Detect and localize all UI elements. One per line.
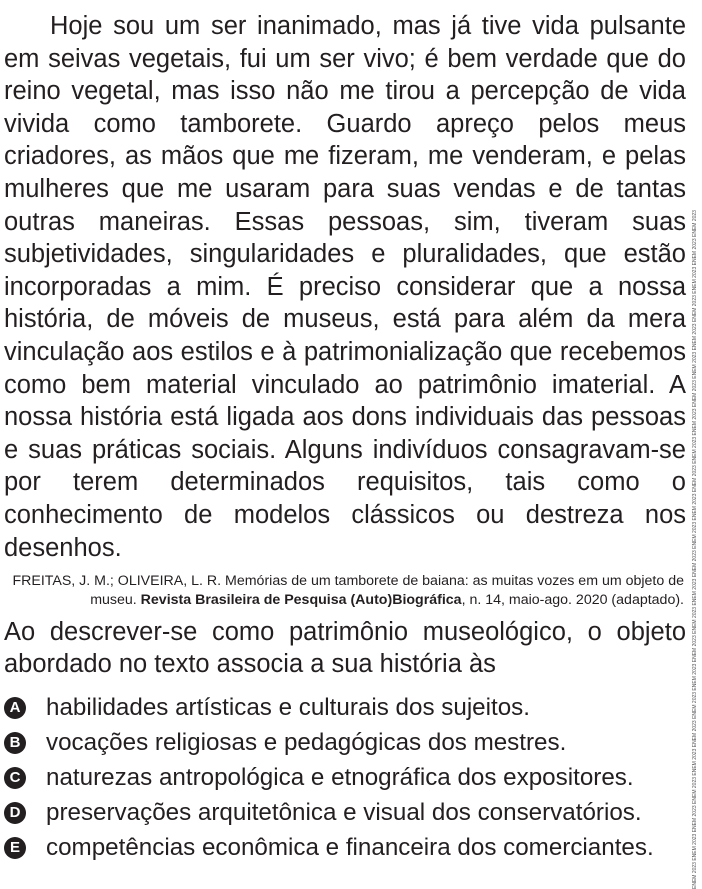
option-letter-a: A (4, 697, 26, 719)
citation-authors-title: FREITAS, J. M.; OLIVEIRA, L. R. Memórias de um tamborete de baiana: as muitas vozes em um objeto de museu. (12, 573, 684, 609)
option-b[interactable] (0, 725, 686, 760)
option-a[interactable] (0, 690, 686, 725)
citation-journal: Revista Brasileira de Pesquisa (Auto)Biográfica (140, 592, 462, 609)
option-text-e: competências econômica e financeira dos comerciantes. (46, 833, 654, 861)
option-text-d: preservações arquitetônica e visual dos conservatórios. (46, 798, 642, 826)
option-e[interactable] (0, 830, 686, 865)
question-stem: Ao descrever-se como patrimônio museológico, o objeto abordado no texto associa a sua história às (4, 618, 686, 679)
option-text-b: vocações religiosas e pedagógicas dos mestres. (46, 728, 567, 756)
watermark-text: ENEM 2023 ENEM 2023 ENEM 2023 ENEM 2023 ENEM 2023 ENEM 2023 ENEM 2023 ENEM 2023 ENEM 2023 ENEM 2023 ENEM 2023 ENEM 2023 ENEM 2023 ENEM 2023 ENEM 2023 ENEM 2023 ENEM 2023 ENEM 2023 ENEM 2023 ENEM 2023 ENEM 2023 ENEM 2023 ENEM 2023 ENEM 2023 (692, 210, 698, 889)
passage-text: Hoje sou um ser inanimado, mas já tive vida pulsante em seivas vegetais, fui um ser vivo; é bem verdade que do reino vegetal, mas isso não me tirou a percepção de vida vivida como tamborete. Guardo apreço pelos meus criadores, as mãos que me fizeram, me venderam, e pelas mulheres que me usaram para suas vendas e de tantas outras maneiras. Essas pessoas, sim, tiveram suas subjetividades, singularidades e pluralidades, que estão incorporadas a mim. É preciso considerar que a nossa história, de móveis de museus, está para além da mera vinculação aos estilos e à patrimonialização que recebemos como bem material vinculado ao patrimônio imaterial. A nossa história está ligada aos dons individuais das pessoas e suas práticas sociais. Alguns indivíduos consagravam-se por terem determinados requisitos, tais como o conhecimento de modelos clássicos ou destreza nos desenhos. (4, 12, 686, 562)
answer-options (0, 690, 686, 865)
option-letter-c: C (4, 767, 26, 789)
option-letter-b: B (4, 732, 26, 754)
option-text-a: habilidades artísticas e culturais dos sujeitos. (46, 693, 530, 721)
option-c[interactable] (0, 760, 686, 795)
citation (0, 572, 686, 610)
option-d[interactable] (0, 795, 686, 830)
side-watermark (690, 0, 700, 889)
option-letter-e: E (4, 837, 26, 859)
option-letter-d: D (4, 802, 26, 824)
option-text-c: naturezas antropológica e etnográfica dos expositores. (46, 763, 634, 791)
citation-details: , n. 14, maio-ago. 2020 (adaptado). (461, 592, 684, 609)
